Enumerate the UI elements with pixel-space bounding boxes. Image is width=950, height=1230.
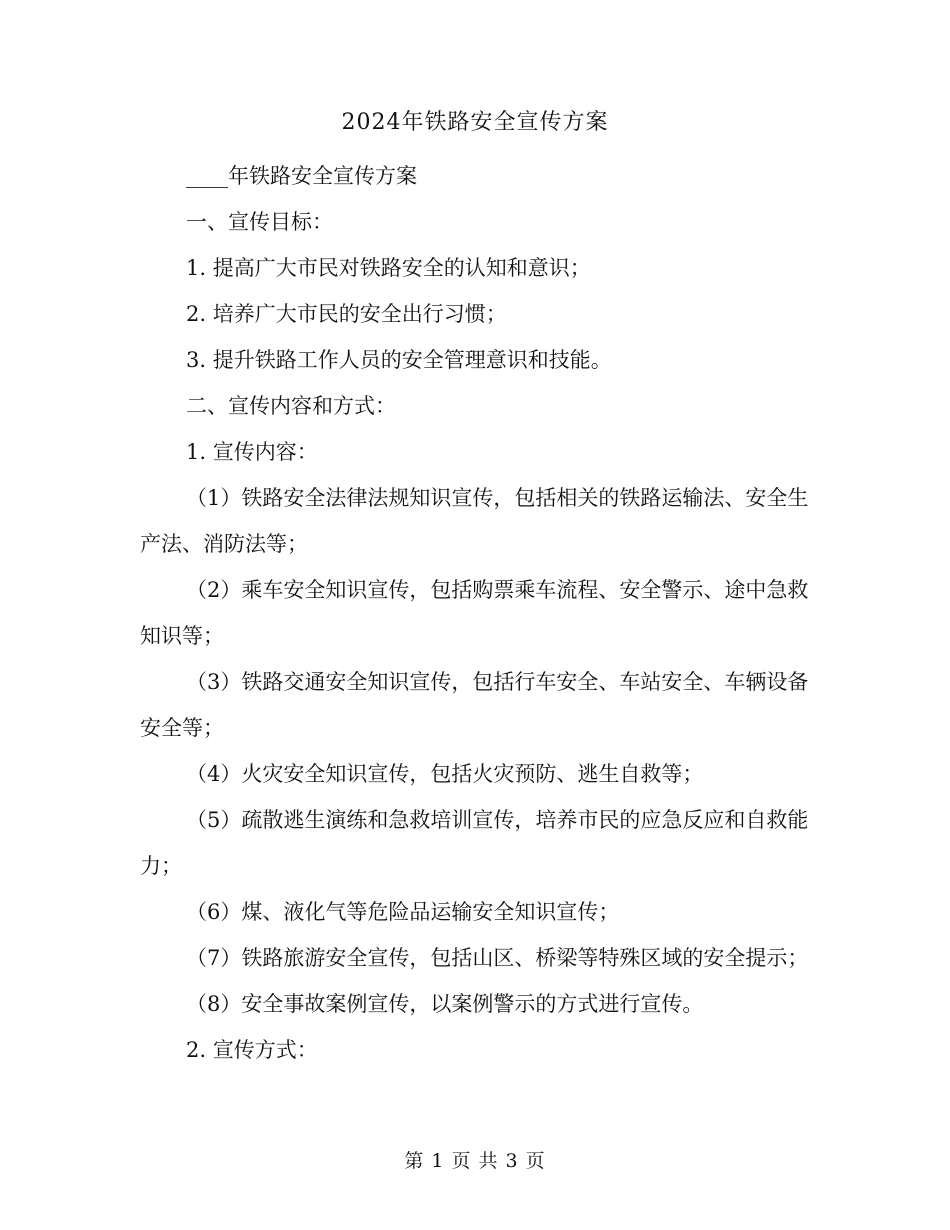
content-item-4: （4）火灾安全知识宣传，包括火灾预防、逃生自救等； [186, 762, 704, 786]
content-item-5: （5）疏散逃生演练和急救培训宣传，培养市民的应急反应和自救能力； [140, 808, 809, 878]
goal-item-3: 3. 提升铁路工作人员的安全管理意识和技能。 [186, 348, 612, 372]
section-heading-content: 二、宣传内容和方式： [186, 394, 396, 418]
document-body [140, 153, 820, 1073]
page-footer: 第 1 页 共 3 页 [404, 1150, 546, 1172]
goal-item-2: 2. 培养广大市民的安全出行习惯； [186, 302, 507, 326]
content-item-1: （1）铁路安全法律法规知识宣传，包括相关的铁路运输法、安全生产法、消防法等； [140, 486, 809, 556]
content-item-2: （2）乘车安全知识宣传，包括购票乘车流程、安全警示、途中急救知识等； [140, 578, 809, 648]
subheading-content: 1. 宣传内容： [186, 440, 318, 464]
content-item-3: （3）铁路交通安全知识宣传，包括行车安全、车站安全、车辆设备安全等； [140, 670, 809, 740]
content-item-7: （7）铁路旅游安全宣传，包括山区、桥梁等特殊区域的安全提示； [186, 946, 809, 970]
section-heading-goals: 一、宣传目标： [186, 210, 333, 234]
goal-item-1: 1. 提高广大市民对铁路安全的认知和意识； [186, 256, 591, 280]
subheading-methods: 2. 宣传方式： [186, 1038, 318, 1062]
content-item-6: （6）煤、液化气等危险品运输安全知识宣传； [186, 900, 620, 924]
document-title: 2024年铁路安全宣传方案 [341, 110, 609, 135]
paragraph-subtitle: ____年铁路安全宣传方案 [186, 164, 417, 188]
content-item-8: （8）安全事故案例宣传，以案例警示的方式进行宣传。 [186, 992, 704, 1016]
